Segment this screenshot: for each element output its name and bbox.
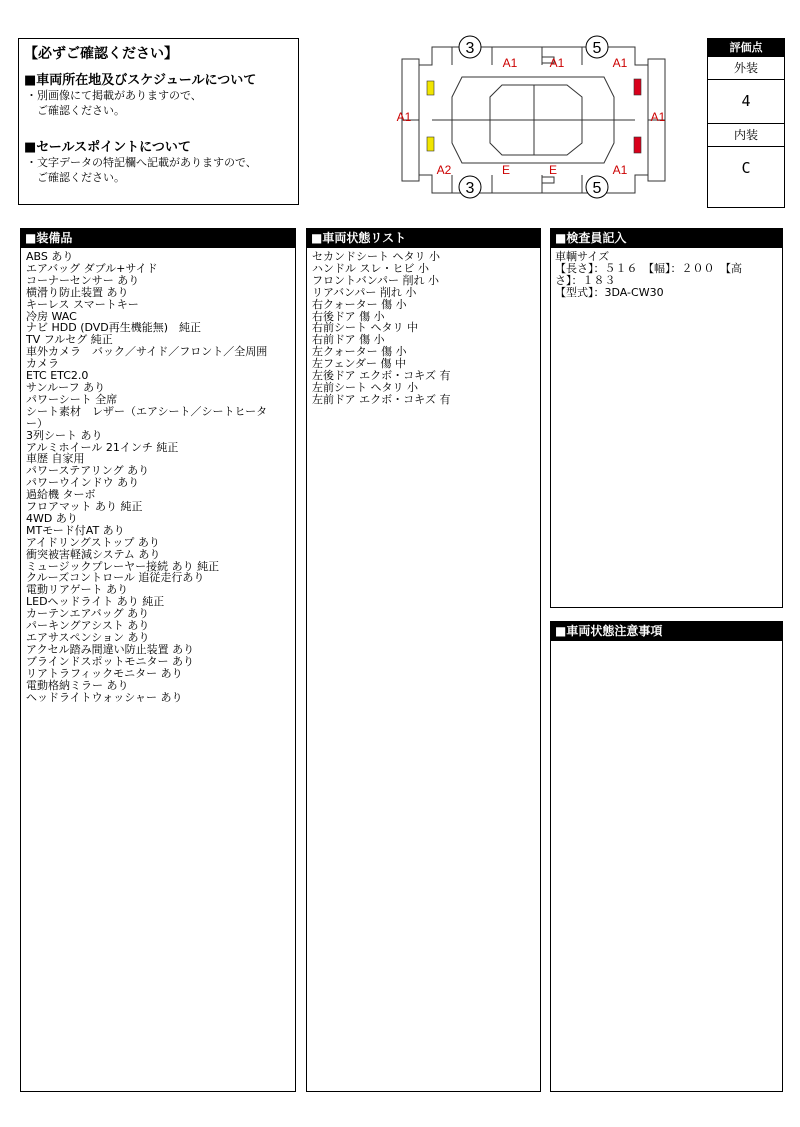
equipment-item: リアトラフィックモニター あり — [26, 666, 183, 680]
equipment-item: アイドリングストップ あり — [26, 535, 160, 549]
notice-section2-body: ・文字データの特記欄へ記載がありますので、 ご確認ください。 — [26, 156, 257, 184]
notice-box — [18, 38, 299, 205]
equipment-item: 車外カメラ バック／サイド／フロント／全周囲 — [26, 345, 268, 359]
damage-label-e-left: E — [501, 163, 511, 177]
equipment-item: シート素材 レザー（エアシート／シートヒータ — [26, 404, 268, 418]
equipment-item: ヘッドライトウォッシャー あり — [26, 690, 183, 704]
equipment-item: ブラインドスポットモニター あり — [26, 654, 195, 668]
equipment-item: サンルーフ あり — [26, 380, 106, 394]
circle-label-bottom-right: 5 — [592, 180, 602, 197]
status-list — [307, 248, 540, 406]
notice-section1-title: ■車両所在地及びスケジュールについて — [24, 73, 257, 88]
status-item: ハンドル スレ・ヒビ 小 — [312, 261, 429, 275]
interior-label: 内装 — [708, 124, 784, 147]
equipment-item: 4WD あり — [26, 511, 78, 525]
status-item: 左前シート ヘタリ 小 — [312, 380, 418, 394]
damage-label-a1-top-left: A1 — [502, 56, 518, 70]
equipment-item: 過給機 ターボ — [26, 488, 96, 502]
equipment-item: ナビ HDD (DVD再生機能無) 純正 — [26, 321, 202, 335]
circle-label-bottom-left: 3 — [465, 180, 475, 197]
equipment-item: 3列シート あり — [26, 428, 103, 442]
equipment-item: アルミホイール 21インチ 純正 — [26, 440, 179, 454]
equipment-item: 衝突被害軽減システム あり — [26, 547, 161, 561]
equipment-item: TV フルセグ 純正 — [26, 333, 113, 347]
inspector-line-1: 車輌サイズ — [555, 250, 610, 263]
equipment-panel — [20, 228, 296, 1092]
notes-header: ■車両状態注意事項 — [551, 622, 782, 641]
yellow-mark-rear-left — [427, 137, 434, 151]
status-item: セカンドシート ヘタリ 小 — [312, 250, 440, 263]
damage-label-a1-right: A1 — [650, 110, 666, 124]
equipment-item: エアサスペンション あり — [26, 631, 150, 644]
grade-header: 評価点 — [708, 39, 784, 57]
inspector-text — [551, 248, 782, 299]
damage-label-a1-bottom-right: A1 — [612, 163, 628, 177]
equipment-item: 電動リアゲート あり — [26, 583, 129, 597]
status-item: 右前ドア 傷 小 — [312, 333, 385, 347]
equipment-item: フロアマット あり 純正 — [26, 500, 143, 514]
equipment-item: ETC ETC2.0 — [26, 369, 89, 383]
notice-section2-title: ■セールスポイントについて — [24, 140, 191, 155]
damage-label-a1-top-right: A1 — [612, 56, 628, 70]
equipment-item: パワーウインドウ あり — [26, 476, 140, 490]
equipment-item: ミュージックプレーヤー接続 あり 純正 — [26, 559, 220, 573]
notes-panel — [550, 621, 783, 1092]
red-mark-front-right — [634, 79, 641, 95]
notice-title: 【必ずご確認ください】 — [24, 46, 178, 62]
damage-label-a1-top-mid: A1 — [549, 56, 565, 70]
inspector-line-2: 【長さ】：５１６ 【幅】：２００ 【高 — [555, 262, 742, 275]
exterior-value: 4 — [708, 80, 784, 124]
status-item: リアバンパー 削れ 小 — [312, 285, 417, 299]
equipment-item: クルーズコントロール 追従走行あり — [26, 571, 205, 585]
equipment-item: 車歴 自家用 — [26, 452, 85, 466]
equipment-item: LEDヘッドライト あり 純正 — [26, 595, 165, 609]
equipment-item: キーレス スマートキー — [26, 297, 139, 311]
car-damage-diagram — [392, 35, 675, 205]
equipment-item: コーナーセンサー あり — [26, 273, 140, 287]
damage-label-e-right: E — [548, 163, 558, 177]
equipment-item: パワーステアリング あり — [26, 464, 150, 478]
damage-label-a1-left: A1 — [396, 110, 412, 124]
inspector-panel — [550, 228, 783, 608]
equipment-list — [21, 248, 295, 703]
equipment-item: エアバッグ ダブル+サイド — [26, 261, 158, 275]
equipment-item: カメラ — [26, 357, 59, 371]
interior-value: C — [741, 159, 751, 177]
equipment-item: 冷房 WAC — [26, 309, 77, 323]
status-item: 右クォーター 傷 小 — [312, 297, 407, 311]
status-item: 右後ドア 傷 小 — [312, 309, 385, 323]
equipment-item: パーキングアシスト あり — [26, 619, 150, 633]
equipment-item: 横滑り防止装置 あり — [26, 285, 129, 299]
status-item: 左前ドア エクボ・コキズ 有 — [312, 392, 451, 406]
inspector-line-4: 【型式】：3DA-CW30 — [555, 286, 664, 299]
status-item: 右前シート ヘタリ 中 — [312, 321, 418, 335]
equipment-item: 電動格納ミラー あり — [26, 678, 129, 692]
status-item: フロントバンパー 削れ 小 — [312, 273, 440, 287]
equipment-header: ■装備品 — [21, 229, 295, 248]
inspector-header: ■検査員記入 — [551, 229, 782, 248]
equipment-item: パワーシート 全席 — [26, 392, 118, 406]
circle-label-top-left: 3 — [465, 40, 475, 57]
equipment-item: MTモード付AT あり — [26, 523, 125, 537]
circle-label-top-right: 5 — [592, 40, 602, 57]
notice-section1-body: ・別画像にて掲載がありますので、 ご確認ください。 — [26, 89, 202, 117]
status-item: 左後ドア エクボ・コキズ 有 — [312, 369, 451, 383]
inspector-line-3: さ】：１８３ — [555, 274, 616, 287]
exterior-label: 外装 — [708, 57, 784, 80]
equipment-item: カーテンエアバッグ あり — [26, 607, 150, 621]
yellow-mark-front-left — [427, 81, 434, 95]
equipment-item: アクセル踏み間違い防止装置 あり — [26, 642, 195, 656]
red-mark-rear-right — [634, 137, 641, 153]
status-item: 左フェンダー 傷 中 — [312, 357, 407, 371]
damage-label-a2-bottom: A2 — [436, 163, 452, 177]
status-panel — [306, 228, 541, 1092]
equipment-item: ABS あり — [26, 250, 74, 263]
grade-box — [707, 38, 785, 208]
status-item: 左クォーター 傷 小 — [312, 345, 407, 359]
equipment-item: ー） — [26, 416, 48, 430]
status-header: ■車両状態リスト — [307, 229, 540, 248]
